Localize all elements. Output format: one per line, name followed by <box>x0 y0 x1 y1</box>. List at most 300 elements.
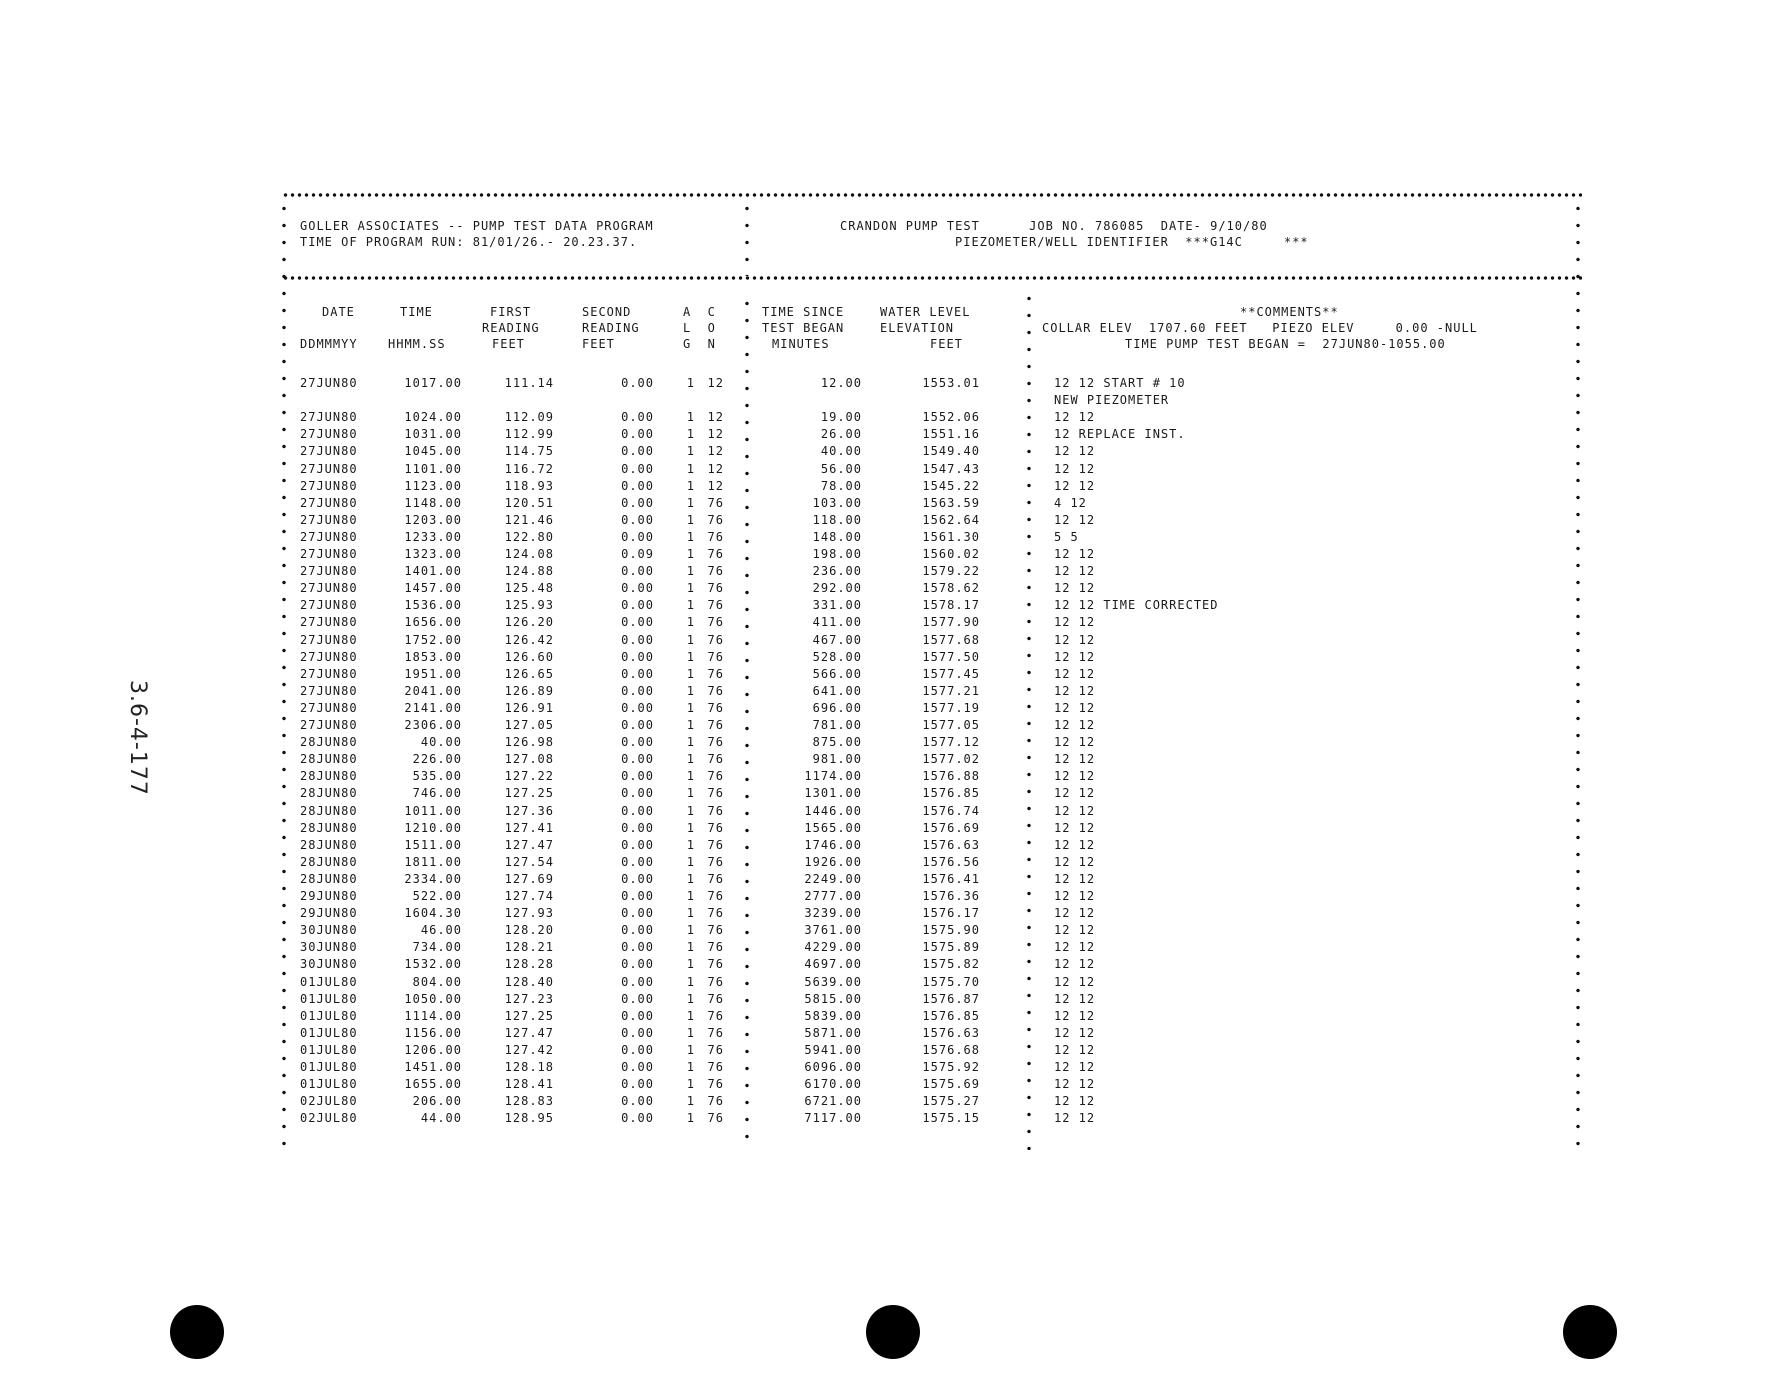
cell-elev: 1575.27 <box>922 1094 980 1109</box>
cell-since: 40.00 <box>820 444 862 459</box>
table-row <box>0 975 1783 992</box>
cell-con: 76 <box>707 735 724 750</box>
table-row <box>0 410 1783 427</box>
cell-elev: 1578.17 <box>922 598 980 613</box>
cell-time: 1011.00 <box>404 803 462 818</box>
cell-time: 1156.00 <box>404 1025 462 1040</box>
cell-elev: 1577.19 <box>922 700 980 715</box>
cell-second: 0.00 <box>621 700 654 715</box>
cell-second: 0.00 <box>621 769 654 784</box>
cell-con: 76 <box>707 786 724 801</box>
cell-comment: 12 12 <box>1054 649 1096 664</box>
cell-first: 127.47 <box>504 1025 554 1040</box>
cell-first: 114.75 <box>504 444 554 459</box>
cell-con: 76 <box>707 512 724 527</box>
cell-comment: 12 12 <box>1054 1094 1096 1109</box>
cell-second: 0.00 <box>621 632 654 647</box>
table-row <box>0 804 1783 821</box>
cell-time: 226.00 <box>412 752 462 767</box>
cell-time: 1511.00 <box>404 837 462 852</box>
table-row <box>0 547 1783 564</box>
cell-time: 535.00 <box>412 769 462 784</box>
cell-time: 1604.30 <box>404 906 462 921</box>
cell-first: 112.09 <box>504 410 554 425</box>
cell-date: 27JUN80 <box>300 564 358 579</box>
cell-elev: 1576.63 <box>922 837 980 852</box>
cell-date: 28JUN80 <box>300 769 358 784</box>
cell-time: 1536.00 <box>404 598 462 613</box>
cell-first: 127.36 <box>504 803 554 818</box>
cell-elev: 1549.40 <box>922 444 980 459</box>
cell-elev: 1575.89 <box>922 940 980 955</box>
cell-first: 127.47 <box>504 837 554 852</box>
cell-comment: 12 12 <box>1054 615 1096 630</box>
cell-elev: 1547.43 <box>922 461 980 476</box>
cell-first: 124.88 <box>504 564 554 579</box>
cell-date: 27JUN80 <box>300 598 358 613</box>
cell-con: 12 <box>707 478 724 493</box>
cell-since: 103.00 <box>812 495 862 510</box>
cell-comment: NEW PIEZOMETER <box>1054 393 1170 408</box>
cell-elev: 1576.56 <box>922 854 980 869</box>
cell-since: 56.00 <box>820 461 862 476</box>
cell-al: 1 <box>686 478 695 493</box>
cell-second: 0.00 <box>621 564 654 579</box>
cell-date: 02JUL80 <box>300 1094 358 1109</box>
cell-since: 236.00 <box>812 564 862 579</box>
cell-first: 125.93 <box>504 598 554 613</box>
cell-comment: 12 12 START # 10 <box>1054 376 1186 390</box>
cell-since: 198.00 <box>812 547 862 561</box>
cell-date: 27JUN80 <box>300 581 358 596</box>
cell-elev: 1577.50 <box>922 649 980 664</box>
cell-first: 120.51 <box>504 495 554 510</box>
cell-elev: 1577.90 <box>922 615 980 630</box>
cell-comment: 12 12 <box>1054 683 1096 698</box>
cell-con: 76 <box>707 803 724 818</box>
cell-time: 2041.00 <box>404 683 462 698</box>
cell-since: 2249.00 <box>804 871 862 886</box>
cell-since: 528.00 <box>812 649 862 664</box>
binder-hole-left <box>170 1305 224 1359</box>
cell-date: 28JUN80 <box>300 735 358 750</box>
table-row <box>0 581 1783 598</box>
cell-comment: 12 12 <box>1054 803 1096 818</box>
cell-con: 76 <box>707 1077 724 1092</box>
cell-con: 76 <box>707 974 724 989</box>
table-row <box>0 889 1783 906</box>
cell-con: 76 <box>707 1111 724 1126</box>
cell-con: 12 <box>707 461 724 476</box>
cell-time: 1024.00 <box>404 410 462 425</box>
cell-date: 01JUL80 <box>300 1008 358 1023</box>
table-row <box>0 1009 1783 1026</box>
table-row <box>0 855 1783 872</box>
cell-time: 1210.00 <box>404 820 462 835</box>
cell-since: 467.00 <box>812 632 862 647</box>
cell-con: 76 <box>707 649 724 664</box>
cell-first: 127.22 <box>504 769 554 784</box>
cell-second: 0.00 <box>621 1094 654 1109</box>
printout-page: 3.6-4-177 GOLLER ASSOCIATES -- PUMP TEST DATA PROGRAM TIME OF PROGRAM RUN: 81/01/26.- 20.23.37. CRANDON PUMP TEST JOB NO. 786085 DATE- 9/10/80 PIEZOMETER/WELL IDENTIFIER ***G14C *** DATE DDMMMYY TIME HHMM.SS FIRST READING FEET SECOND READING FEET A C L O G N TIME SINCE TEST BEGAN MINUTES WATER LEVEL ELEVATION FEET **COMMENTS** COLLAR ELEV 1707.60 FEET PIEZO ELEV 0.00 -NULL TIME PUMP TEST BEGAN = 27JUN80-1055.00 27JUN80 1017.00 111.14 0.00 1 12 12.00 1553.01 12 12 START # 10 NEW PIEZOMETER 27JUN80 1024.00 112.09 0.00 1 12 19.00 1552.06 12 12 27JUN80 1031.00 112.99 0.00 1 12 26.00 1551.16 12 REPLACE INST. 27JUN80 1045.00 114.75 0.00 1 12 40.00 1549.40 12 12 27JUN80 1101.00 116.72 0.00 1 12 56.00 1547.43 12 12 27JUN80 1123.00 118.93 0.00 1 12 78.00 1545.22 12 12 27JUN80 1148.00 120.51 0.00 1 76 103.00 1563.59 4 12 27JUN80 1203.00 121.46 0.00 1 76 118.00 1562.64 12 12 27JUN80 1233.00 122.80 0.00 1 76 148.00 1561.30 5 5 27JUN80 1323.00 124.08 0.09 1 76 198.00 1560.02 12 12 27JUN80 1401.00 124.88 0.00 1 76 236.00 1579.22 12 12 27JUN80 1457.00 125.48 0.00 1 76 292.00 1578.62 12 12 27JUN80 1536.00 125.93 0.00 1 76 331.00 1578.17 12 12 TIME CORRECTED 27JUN80 1656.00 126.20 0.00 1 76 411.00 1577.90 12 12 27JUN80 1752.00 126.42 0.00 1 76 467.00 1577.68 12 12 27JUN80 1853.00 126.60 0.00 1 76 528.00 1577.50 12 12 27JUN80 1951.00 126.65 0.00 1 76 566.00 1577.45 12 12 27JUN80 2041.00 126.89 0.00 1 76 641.00 1577.21 12 12 27JUN80 2141.00 126.91 0.00 1 76 696.00 1577.19 12 12 27JUN80 2306.00 127.05 0.00 1 76 781.00 1577.05 12 12 28JUN80 40.00 126.98 0.00 1 76 875.00 1577.12 12 12 28JUN80 226.00 127.08 0.00 1 76 981.00 1577.02 12 12 28JUN80 535.00 127.22 0.00 1 76 1174.00 1576.88 12 12 28JUN80 746.00 127.25 0.00 1 76 1301.00 1576.85 12 12 28JUN80 1011.00 127.36 0.00 1 76 1446.00 1576.74 12 12 28JUN80 1210.00 127.41 0.00 1 76 1565.00 1576.69 12 12 28JUN80 1511.00 127.47 0.00 1 76 1746.00 1576.63 12 12 28JUN80 1811.00 127.54 0.00 1 76 1926.00 1576.56 12 12 28JUN80 2334.00 127.69 0.00 1 76 2249.00 1576.41 12 12 29JUN80 522.00 127.74 0.00 1 76 2777.00 1576.36 12 12 29JUN80 1604.30 127.93 0.00 1 76 3239.00 1576.17 12 12 30JUN80 46.00 128.20 0.00 1 76 3761.00 1575.90 12 12 30JUN80 734.00 128.21 0.00 1 76 4229.00 1575.89 12 12 30JUN80 1532.00 128.28 0.00 1 76 4697.00 1575.82 12 12 01JUL80 804.00 128.40 0.00 1 76 5639.00 1575.70 12 12 01JUL80 1050.00 127.23 0.00 1 76 5815.00 1576.87 12 12 01JUL80 1114.00 127.25 0.00 1 76 5839.00 1576.85 12 12 01JUL80 1156.00 127.47 0.00 1 76 5871.00 1576.63 12 12 01JUL80 1206.00 127.42 0.00 1 76 5941.00 1576.68 12 12 01JUL80 1451.00 128.18 0.00 1 76 6096.00 1575.92 12 12 01JUL80 1655.00 128.41 0.00 1 76 6170.00 1575.69 12 12 02JUL80 206.00 128.83 0.00 1 76 6721.00 1575.27 12 12 02JUL80 44.00 128.95 0.00 1 76 7117.00 1575.15 12 12 <box>0 0 1783 1380</box>
cell-al: 1 <box>686 803 695 818</box>
cell-comment: 12 12 TIME CORRECTED <box>1054 598 1219 613</box>
cell-elev: 1577.02 <box>922 752 980 767</box>
cell-first: 125.48 <box>504 581 554 596</box>
cell-time: 1752.00 <box>404 632 462 647</box>
cell-comment: 12 12 <box>1054 1077 1096 1092</box>
cell-comment: 12 12 <box>1054 786 1096 801</box>
cell-al: 1 <box>686 427 695 442</box>
cell-elev: 1577.45 <box>922 666 980 681</box>
cell-time: 1655.00 <box>404 1077 462 1092</box>
cell-date: 27JUN80 <box>300 632 358 647</box>
cell-date: 27JUN80 <box>300 718 358 732</box>
cell-elev: 1575.92 <box>922 1060 980 1074</box>
cell-since: 781.00 <box>812 718 862 732</box>
cell-second: 0.00 <box>621 974 654 989</box>
cell-date: 28JUN80 <box>300 820 358 835</box>
cell-first: 127.25 <box>504 786 554 801</box>
table-row <box>0 1111 1783 1128</box>
cell-time: 44.00 <box>420 1111 462 1126</box>
cell-al: 1 <box>686 769 695 784</box>
cell-date: 29JUN80 <box>300 906 358 921</box>
cell-al: 1 <box>686 564 695 579</box>
cell-since: 148.00 <box>812 529 862 544</box>
cell-con: 76 <box>707 1094 724 1109</box>
cell-second: 0.00 <box>621 512 654 527</box>
binder-hole-right <box>1563 1305 1617 1359</box>
cell-comment: 12 12 <box>1054 410 1096 425</box>
cell-comment: 12 12 <box>1054 1111 1096 1126</box>
cell-con: 76 <box>707 495 724 510</box>
cell-time: 1101.00 <box>404 461 462 476</box>
cell-comment: 12 12 <box>1054 871 1096 886</box>
table-row <box>0 752 1783 769</box>
cell-time: 2306.00 <box>404 718 462 732</box>
cell-time: 2334.00 <box>404 871 462 886</box>
cell-since: 5639.00 <box>804 974 862 989</box>
cell-time: 1050.00 <box>404 991 462 1006</box>
cell-con: 76 <box>707 666 724 681</box>
cell-al: 1 <box>686 735 695 750</box>
cell-since: 566.00 <box>812 666 862 681</box>
cell-elev: 1576.36 <box>922 889 980 903</box>
cell-first: 124.08 <box>504 547 554 561</box>
cell-time: 1951.00 <box>404 666 462 681</box>
cell-elev: 1575.90 <box>922 923 980 938</box>
cell-second: 0.00 <box>621 837 654 852</box>
cell-time: 1532.00 <box>404 957 462 972</box>
cell-time: 206.00 <box>412 1094 462 1109</box>
cell-comment: 5 5 <box>1054 529 1079 544</box>
cell-elev: 1576.85 <box>922 1008 980 1023</box>
cell-al: 1 <box>686 1025 695 1040</box>
cell-first: 127.74 <box>504 889 554 903</box>
cell-date: 30JUN80 <box>300 940 358 955</box>
cell-date: 27JUN80 <box>300 461 358 476</box>
table-row <box>0 1094 1783 1111</box>
cell-date: 01JUL80 <box>300 974 358 989</box>
cell-first: 127.23 <box>504 991 554 1006</box>
cell-con: 76 <box>707 820 724 835</box>
cell-time: 1457.00 <box>404 581 462 596</box>
cell-con: 76 <box>707 871 724 886</box>
cell-first: 126.65 <box>504 666 554 681</box>
frame-top-border <box>282 193 1582 197</box>
cell-date: 27JUN80 <box>300 649 358 664</box>
cell-second: 0.00 <box>621 427 654 442</box>
cell-elev: 1552.06 <box>922 410 980 425</box>
table-row <box>0 838 1783 855</box>
cell-elev: 1576.68 <box>922 1042 980 1057</box>
cell-since: 1926.00 <box>804 854 862 869</box>
cell-date: 01JUL80 <box>300 1042 358 1057</box>
cell-date: 30JUN80 <box>300 923 358 938</box>
cell-comment: 12 12 <box>1054 564 1096 579</box>
cell-elev: 1545.22 <box>922 478 980 493</box>
cell-second: 0.00 <box>621 615 654 630</box>
cell-since: 696.00 <box>812 700 862 715</box>
page-number-label: 3.6-4-177 <box>125 680 150 796</box>
cell-date: 01JUL80 <box>300 1077 358 1092</box>
cell-second: 0.00 <box>621 991 654 1006</box>
cell-time: 522.00 <box>412 889 462 903</box>
cell-second: 0.00 <box>621 854 654 869</box>
cell-comment: 12 12 <box>1054 1060 1096 1074</box>
cell-con: 76 <box>707 547 724 561</box>
cell-second: 0.00 <box>621 495 654 510</box>
cell-con: 76 <box>707 752 724 767</box>
table-row <box>0 684 1783 701</box>
cell-date: 27JUN80 <box>300 529 358 544</box>
cell-con: 12 <box>707 427 724 442</box>
cell-first: 127.08 <box>504 752 554 767</box>
program-title: GOLLER ASSOCIATES -- PUMP TEST DATA PROGRAM <box>300 219 654 233</box>
cell-al: 1 <box>686 820 695 835</box>
cell-time: 1114.00 <box>404 1008 462 1023</box>
cell-con: 76 <box>707 718 724 732</box>
cell-date: 01JUL80 <box>300 1060 358 1074</box>
cell-elev: 1575.82 <box>922 957 980 972</box>
cell-con: 76 <box>707 854 724 869</box>
cell-comment: 12 12 <box>1054 478 1096 493</box>
cell-second: 0.00 <box>621 1008 654 1023</box>
cell-elev: 1578.62 <box>922 581 980 596</box>
cell-al: 1 <box>686 683 695 698</box>
table-row <box>0 1026 1783 1043</box>
cell-con: 76 <box>707 957 724 972</box>
cell-second: 0.00 <box>621 444 654 459</box>
cell-second: 0.00 <box>621 478 654 493</box>
cell-first: 126.98 <box>504 735 554 750</box>
cell-first: 127.05 <box>504 718 554 732</box>
cell-al: 1 <box>686 1094 695 1109</box>
cell-comment: 12 12 <box>1054 461 1096 476</box>
cell-time: 40.00 <box>420 735 462 750</box>
cell-comment: 12 12 <box>1054 889 1096 903</box>
program-run-time: TIME OF PROGRAM RUN: 81/01/26.- 20.23.37. <box>300 235 638 249</box>
table-row <box>0 615 1783 632</box>
cell-elev: 1576.41 <box>922 871 980 886</box>
table-row <box>0 376 1783 393</box>
cell-first: 126.42 <box>504 632 554 647</box>
cell-al: 1 <box>686 444 695 459</box>
cell-con: 76 <box>707 923 724 938</box>
cell-comment: 12 12 <box>1054 837 1096 852</box>
cell-comment: 4 12 <box>1054 495 1087 510</box>
cell-al: 1 <box>686 632 695 647</box>
cell-since: 2777.00 <box>804 889 862 903</box>
cell-since: 875.00 <box>812 735 862 750</box>
cell-con: 76 <box>707 683 724 698</box>
cell-time: 1853.00 <box>404 649 462 664</box>
cell-second: 0.00 <box>621 1060 654 1074</box>
cell-date: 28JUN80 <box>300 871 358 886</box>
cell-time: 1017.00 <box>404 376 462 390</box>
cell-con: 12 <box>707 410 724 425</box>
cell-date: 01JUL80 <box>300 1025 358 1040</box>
cell-second: 0.00 <box>621 1042 654 1057</box>
cell-since: 6721.00 <box>804 1094 862 1109</box>
cell-second: 0.00 <box>621 1025 654 1040</box>
cell-since: 26.00 <box>820 427 862 442</box>
cell-time: 1206.00 <box>404 1042 462 1057</box>
cell-first: 128.20 <box>504 923 554 938</box>
cell-date: 27JUN80 <box>300 700 358 715</box>
cell-first: 127.25 <box>504 1008 554 1023</box>
cell-date: 27JUN80 <box>300 547 358 561</box>
cell-since: 12.00 <box>820 376 862 390</box>
cell-since: 7117.00 <box>804 1111 862 1126</box>
cell-comment: 12 12 <box>1054 769 1096 784</box>
cell-time: 1323.00 <box>404 547 462 561</box>
table-row <box>0 667 1783 684</box>
cell-al: 1 <box>686 666 695 681</box>
cell-since: 1174.00 <box>804 769 862 784</box>
cell-comment: 12 12 <box>1054 581 1096 596</box>
cell-comment: 12 12 <box>1054 991 1096 1006</box>
cell-first: 127.54 <box>504 854 554 869</box>
cell-con: 76 <box>707 940 724 955</box>
cell-al: 1 <box>686 461 695 476</box>
cell-al: 1 <box>686 786 695 801</box>
cell-second: 0.00 <box>621 803 654 818</box>
table-row <box>0 872 1783 889</box>
cell-al: 1 <box>686 598 695 613</box>
cell-date: 28JUN80 <box>300 837 358 852</box>
cell-elev: 1551.16 <box>922 427 980 442</box>
cell-comment: 12 12 <box>1054 923 1096 938</box>
cell-elev: 1577.21 <box>922 683 980 698</box>
cell-time: 2141.00 <box>404 700 462 715</box>
table-row <box>0 769 1783 786</box>
cell-comment: 12 12 <box>1054 547 1096 561</box>
cell-since: 5871.00 <box>804 1025 862 1040</box>
table-row <box>0 718 1783 735</box>
cell-comment: 12 12 <box>1054 1042 1096 1057</box>
table-row <box>0 444 1783 461</box>
cell-al: 1 <box>686 940 695 955</box>
cell-since: 1746.00 <box>804 837 862 852</box>
cell-date: 27JUN80 <box>300 478 358 493</box>
cell-al: 1 <box>686 854 695 869</box>
piezometer-identifier: PIEZOMETER/WELL IDENTIFIER ***G14C *** <box>955 235 1309 249</box>
cell-first: 128.41 <box>504 1077 554 1092</box>
cell-al: 1 <box>686 700 695 715</box>
cell-second: 0.00 <box>621 820 654 835</box>
table-row <box>0 786 1783 803</box>
cell-elev: 1562.64 <box>922 512 980 527</box>
cell-second: 0.00 <box>621 718 654 732</box>
cell-first: 126.60 <box>504 649 554 664</box>
cell-date: 01JUL80 <box>300 991 358 1006</box>
table-row <box>0 479 1783 496</box>
cell-first: 128.21 <box>504 940 554 955</box>
cell-first: 127.69 <box>504 871 554 886</box>
cell-second: 0.00 <box>621 1077 654 1092</box>
cell-con: 76 <box>707 564 724 579</box>
cell-first: 118.93 <box>504 478 554 493</box>
cell-second: 0.00 <box>621 957 654 972</box>
cell-con: 76 <box>707 991 724 1006</box>
table-row <box>0 393 1783 410</box>
cell-since: 641.00 <box>812 683 862 698</box>
table-row <box>0 650 1783 667</box>
cell-al: 1 <box>686 974 695 989</box>
cell-comment: 12 12 <box>1054 632 1096 647</box>
cell-al: 1 <box>686 649 695 664</box>
cell-comment: 12 12 <box>1054 666 1096 681</box>
cell-second: 0.00 <box>621 683 654 698</box>
cell-second: 0.00 <box>621 529 654 544</box>
cell-al: 1 <box>686 1008 695 1023</box>
cell-first: 128.95 <box>504 1111 554 1126</box>
cell-al: 1 <box>686 512 695 527</box>
cell-elev: 1576.63 <box>922 1025 980 1040</box>
cell-time: 1203.00 <box>404 512 462 527</box>
cell-comment: 12 12 <box>1054 444 1096 459</box>
cell-second: 0.00 <box>621 1111 654 1126</box>
cell-date: 27JUN80 <box>300 615 358 630</box>
cell-al: 1 <box>686 529 695 544</box>
cell-time: 804.00 <box>412 974 462 989</box>
cell-comment: 12 REPLACE INST. <box>1054 427 1186 442</box>
cell-time: 1123.00 <box>404 478 462 493</box>
table-row <box>0 1077 1783 1094</box>
cell-con: 76 <box>707 1042 724 1057</box>
cell-al: 1 <box>686 718 695 732</box>
cell-con: 76 <box>707 529 724 544</box>
cell-since: 1301.00 <box>804 786 862 801</box>
cell-elev: 1577.68 <box>922 632 980 647</box>
cell-elev: 1561.30 <box>922 529 980 544</box>
cell-date: 27JUN80 <box>300 410 358 425</box>
cell-elev: 1576.87 <box>922 991 980 1006</box>
table-row <box>0 735 1783 752</box>
cell-since: 4697.00 <box>804 957 862 972</box>
cell-elev: 1576.88 <box>922 769 980 784</box>
cell-time: 1811.00 <box>404 854 462 869</box>
cell-date: 27JUN80 <box>300 427 358 442</box>
cell-al: 1 <box>686 376 695 390</box>
cell-comment: 12 12 <box>1054 512 1096 527</box>
cell-comment: 12 12 <box>1054 820 1096 835</box>
test-title: CRANDON PUMP TEST JOB NO. 786085 DATE- 9/10/80 <box>840 219 1268 233</box>
cell-first: 128.40 <box>504 974 554 989</box>
cell-con: 76 <box>707 1060 724 1074</box>
